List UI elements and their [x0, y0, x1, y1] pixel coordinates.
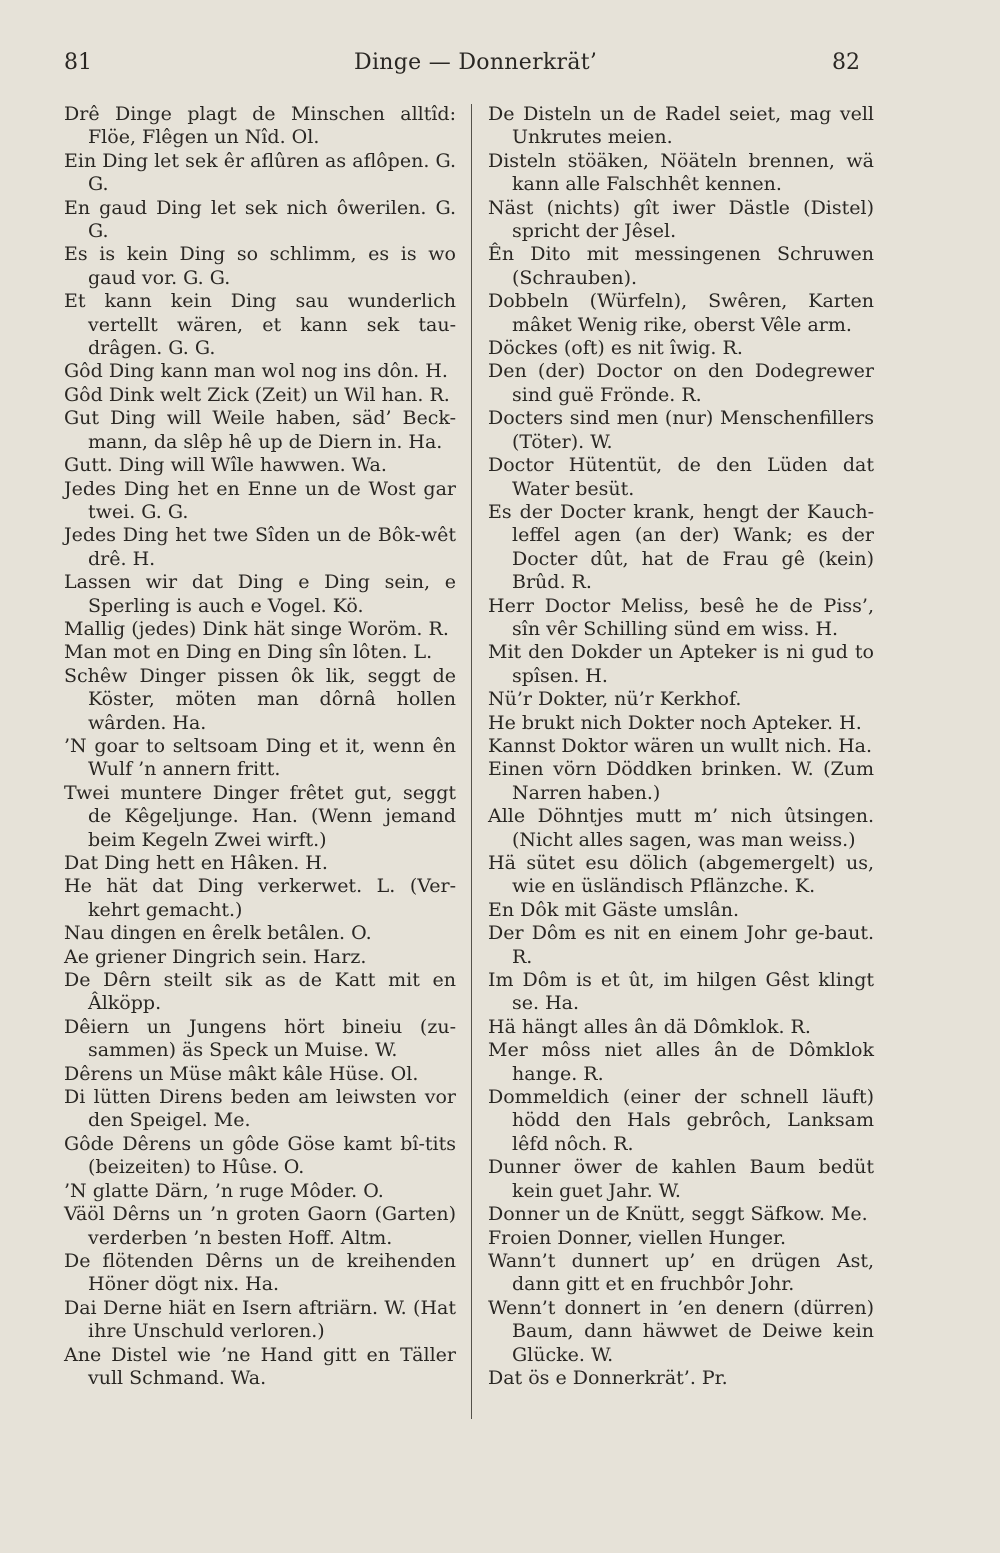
- running-title: Dinge — Donnerkrät’: [354, 50, 598, 75]
- proverb-entry: Nü’r Dokter, nü’r Kerkhof.: [488, 688, 742, 711]
- proverb-entry: Einen vörn Döddken brinken. W. (Zum Narren haben.): [488, 758, 874, 804]
- proverb-entry: Gut Ding will Weile haben, säd’ Beck-mann, da slêp hê up de Diern in. Ha.: [64, 407, 456, 453]
- proverb-entry: Herr Doctor Meliss, besê he de Piss’, sîn vêr Schilling sünd em wiss. H.: [488, 594, 874, 640]
- proverb-entry: Dêiern un Jungens hört bineiu (zu-sammen) äs Speck un Muise. W.: [64, 1015, 456, 1062]
- proverb-entry: Man mot en Ding en Ding sîn lôten. L.: [64, 641, 433, 664]
- proverb-entry: Ae griener Dingrich sein. Harz.: [64, 945, 367, 968]
- proverb-entry: Väöl Dêrns un ’n groten Gaorn (Garten) verderben ’n besten Hoff. Altm.: [64, 1203, 456, 1249]
- proverb-entry: Ane Distel wie ’ne Hand gitt en Täller vull Schmand. Wa.: [64, 1343, 456, 1389]
- proverb-entry: Alle Döhntjes mutt m’ nich ûtsingen. (Nicht alles sagen, was man weiss.): [488, 805, 874, 851]
- proverb-entry: Gôd Dink welt Zick (Zeit) un Wil han. R.: [64, 383, 450, 406]
- proverb-entry: Mallig (jedes) Dink hät singe Woröm. R.: [64, 617, 449, 640]
- proverb-entry: Wann’t dunnert up’ en drügen Ast, dann gitt et en fruchbôr Johr.: [488, 1249, 874, 1296]
- proverb-entry: Im Dôm is et ût, im hilgen Gêst klingt se. Ha.: [488, 969, 874, 1015]
- proverb-entry: Kannst Doktor wären un wullt nich. Ha.: [488, 734, 873, 757]
- page-number-left: 81: [64, 50, 92, 75]
- proverb-entry: Dobbeln (Würfeln), Swêren, Karten mâket Wenig rike, oberst Vêle arm.: [488, 290, 874, 336]
- proverb-entry: Näst (nichts) gît iwer Dästle (Distel) spricht der Jêsel.: [488, 196, 874, 243]
- proverb-entry: Dommeldich (einer der schnell läuft) hödd den Hals gebrôch, Lanksam lêfd nôch. R.: [488, 1086, 874, 1155]
- proverb-entry: Gôde Dêrens un gôde Göse kamt bî-tits (beizeiten) to Hûse. O.: [64, 1132, 456, 1179]
- proverb-entry: Et kann kein Ding sau wunderlich vertellt wären, et kann sek tau-drâgen. G. G.: [64, 290, 456, 360]
- proverb-entry: Jedes Ding het twe Sîden un de Bôk-wêt drê. H.: [64, 524, 456, 570]
- proverb-entry: Hä hängt alles ân dä Dômklok. R.: [488, 1015, 811, 1038]
- proverb-entry: Dêrens un Müse mâkt kâle Hüse. Ol.: [64, 1062, 419, 1085]
- page-number-right: 82: [832, 50, 860, 75]
- proverb-entry: De flötenden Dêrns un de kreihenden Höner dögt nix. Ha.: [64, 1249, 456, 1296]
- proverb-entry: Dai Derne hiät en Isern aftriärn. W. (Hat ihre Unschuld verloren.): [64, 1296, 456, 1343]
- proverb-entry: Dat Ding hett en Hâken. H.: [64, 852, 328, 874]
- proverb-entry: Docters sind men (nur) Menschenfillers (Töter). W.: [488, 407, 874, 453]
- proverb-entry: Mit den Dokder un Apteker is ni gud to spîsen. H.: [488, 641, 874, 687]
- proverb-entry: Es is kein Ding so schlimm, es is wo gaud vor. G. G.: [64, 243, 456, 289]
- proverb-entry: Gutt. Ding will Wîle hawwen. Wa.: [64, 454, 387, 477]
- left-column: [64, 103, 456, 1390]
- proverb-entry: Froien Donner, viellen Hunger.: [488, 1226, 786, 1249]
- proverb-entry: Twei muntere Dinger frêtet gut, seggt de Kêgeljunge. Han. (Wenn jemand beim Kegeln Zwei wirft.): [64, 781, 456, 851]
- proverb-entry: De Disteln un de Radel seiet, mag vell Unkrutes meien.: [488, 103, 874, 149]
- proverb-entry: Donner un de Knütt, seggt Säfkow. Me.: [488, 1203, 868, 1226]
- proverb-entry: Doctor Hütentüt, de den Lüden dat Water besüt.: [488, 454, 874, 500]
- proverb-entry: Jedes Ding het en Enne un de Wost gar twei. G. G.: [64, 477, 456, 523]
- proverb-entry: Ên Dito mit messingenen Schruwen (Schrauben).: [488, 243, 874, 289]
- proverb-entry: Schêw Dinger pissen ôk lik, seggt de Köster, möten man dôrnâ hollen wârden. Ha.: [64, 664, 456, 734]
- proverb-entry: Ein Ding let sek êr aflûren as aflôpen. G. G.: [64, 149, 456, 196]
- proverb-entry: Dat ös e Donnerkrät’. Pr.: [488, 1366, 728, 1389]
- proverb-entry: Gôd Ding kann man wol nog ins dôn. H.: [64, 360, 448, 383]
- proverb-entry: Lassen wir dat Ding e Ding sein, e Sperling is auch e Vogel. Kö.: [64, 571, 456, 617]
- proverb-entry: Es der Docter krank, hengt der Kauch-leffel agen (an der) Wank; es der Docter dût, hat de Frau gê (kein) Brûd. R.: [488, 500, 874, 594]
- right-column: [488, 103, 874, 1390]
- proverb-entry: Dunner öwer de kahlen Baum bedüt kein guet Jahr. W.: [488, 1156, 874, 1202]
- proverb-entry: Hä sütet esu dölich (abgemergelt) us, wie en üsländisch Pflänzche. K.: [488, 852, 874, 898]
- proverb-entry: ’N goar to seltsoam Ding et it, wenn ên Wulf ’n annern fritt.: [64, 734, 456, 781]
- running-head: [64, 50, 860, 80]
- proverb-entry: Der Dôm es nit en einem Johr ge-baut. R.: [488, 922, 874, 968]
- proverb-entry: Mer môss niet alles ân de Dômklok hange. R.: [488, 1039, 874, 1085]
- proverb-entry: En Dôk mit Gäste umslân.: [488, 898, 739, 921]
- proverb-entry: De Dêrn steilt sik as de Katt mit en Âlköpp.: [64, 969, 456, 1015]
- proverb-entry: En gaud Ding let sek nich ôwerilen. G. G.: [64, 196, 456, 243]
- proverb-entry: He brukt nich Dokter noch Apteker. H.: [488, 711, 862, 734]
- proverb-entry: Disteln stöäken, Nöäteln brennen, wä kann alle Falschhêt kennen.: [488, 149, 874, 196]
- proverb-entry: Döckes (oft) es nit îwig. R.: [488, 337, 743, 360]
- proverb-entry: He hät dat Ding verkerwet. L. (Ver-kehrt gemacht.): [64, 875, 456, 921]
- proverb-entry: Nau dingen en êrelk betâlen. O.: [64, 922, 372, 945]
- proverb-entry: Den (der) Doctor on den Dodegrewer sind guë Frönde. R.: [488, 360, 874, 406]
- proverb-entry: Wenn’t donnert in ’en denern (dürren) Baum, dann häwwet de Deiwe kein Glücke. W.: [488, 1296, 874, 1366]
- proverb-entry: ’N glatte Därn, ’n ruge Môder. O.: [64, 1179, 384, 1202]
- column-divider: [471, 104, 472, 1419]
- proverb-entry: Drê Dinge plagt de Minschen alltîd: Flöe, Flêgen un Nîd. Ol.: [64, 103, 456, 149]
- proverb-entry: Di lütten Direns beden am leiwsten vor den Speigel. Me.: [64, 1086, 456, 1132]
